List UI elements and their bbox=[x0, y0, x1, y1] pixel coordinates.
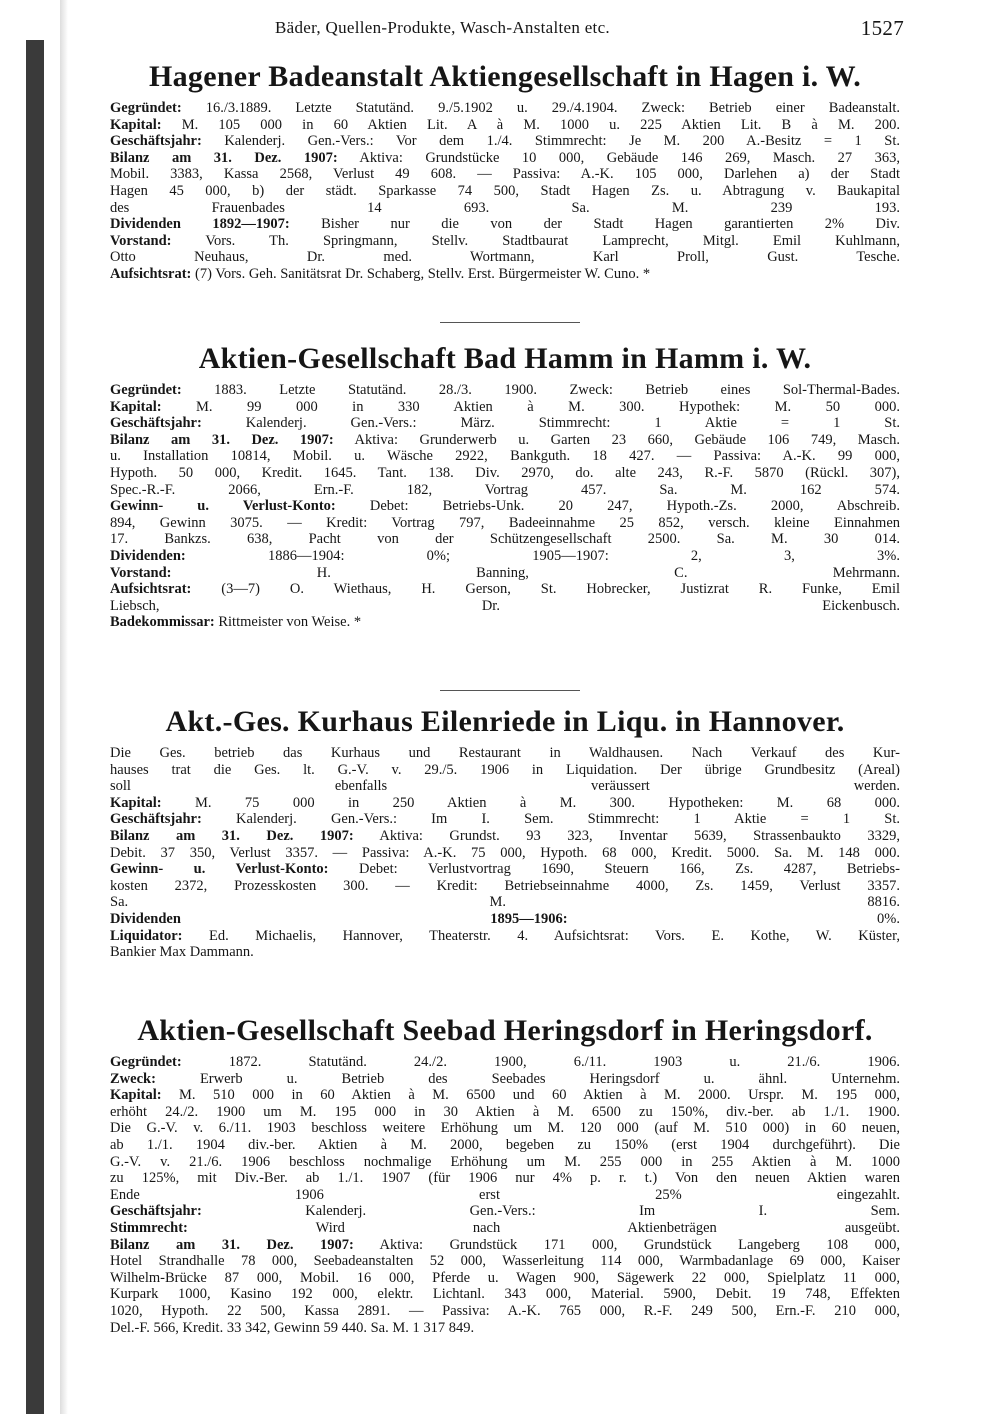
entry-label: Geschäftsjahr: bbox=[110, 133, 202, 150]
text-line: Vorstand: H. Banning, C. Mehrmann. bbox=[110, 564, 900, 581]
text-line: Kapital: M. 510 000 in 60 Aktien à M. 6500 und 60 Aktien à M. 2000. Urspr. M. 195 000, bbox=[110, 1087, 900, 1104]
entry-label: Aufsichtsrat: bbox=[110, 581, 192, 598]
entry-label: Bilanz am 31. Dez. 1907: bbox=[110, 149, 338, 166]
text-line: Zweck: Erwerb u. Betrieb des Seebades Heringsdorf u. ähnl. Unternehm. bbox=[110, 1070, 900, 1087]
text-line: Bankier Max Dammann. bbox=[110, 944, 254, 961]
text-line: Stimmrecht: Wird nach Aktienbeträgen ausgeübt. bbox=[110, 1219, 900, 1236]
gutter-shadow bbox=[26, 40, 44, 1414]
text-line: Hotel Strandhalle 78 000, Seebadeanstalten 52 000, Wasserleitung 114 000, Warmbadanlage 69 000, Kaiser bbox=[110, 1253, 900, 1270]
entry-label: Gegründet: bbox=[110, 1054, 182, 1070]
text-line: Dividenden 1892—1907: Bisher nur die von der Stadt Hagen garantierten 2% Div. bbox=[110, 216, 900, 233]
section-title: Aktien-Gesellschaft Bad Hamm in Hamm i. W. bbox=[198, 342, 812, 375]
entry-label: Bilanz am 31. Dez. 1907: bbox=[110, 827, 354, 844]
text-line: Gegründet: 1883. Letzte Statutänd. 28./3. 1900. Zweck: Betrieb eines Sol-Thermal-Bades. bbox=[110, 382, 900, 398]
text-line: Del.-F. 566, Kredit. 33 342, Gewinn 59 440. Sa. M. 1 317 849. bbox=[110, 1319, 475, 1336]
text-line: Mobil. 3383, Kassa 2568, Verlust 49 608. — Passiva: A.-K. 105 000, Darlehen a) der Stadt bbox=[110, 166, 900, 183]
text-line: Bilanz am 31. Dez. 1907: Aktiva: Grundst. 93 323, Inventar 5639, Strassenbaukto 3329, bbox=[110, 827, 900, 844]
section-kurhaus-eilenriede bbox=[110, 705, 900, 961]
text-line: Kapital: M. 99 000 in 330 Aktien à M. 300. Hypothek: M. 50 000. bbox=[110, 398, 900, 415]
text-line: Sa. M. 8816. bbox=[110, 894, 900, 911]
entry-label: Kapital: bbox=[110, 398, 162, 415]
text-line: Ende 1906 erst 25% eingezahlt. bbox=[110, 1186, 900, 1203]
text-line: Kurpark 1000, Kasino 192 000, elektr. Lichtanl. 343 000, Material. 5900, Debit. 19 748, Effekten bbox=[110, 1286, 900, 1303]
section-title: Hagener Badeanstalt Aktiengesellschaft in Hagen i. W. bbox=[148, 60, 862, 93]
text-line: Gegründet: 1872. Statutänd. 24./2. 1900, 6./11. 1903 u. 21./6. 1906. bbox=[110, 1054, 900, 1070]
section-hagener-badeanstalt bbox=[110, 60, 900, 283]
entry-label: Vorstand: bbox=[110, 564, 172, 581]
text-line: soll ebenfalls veräussert werden. bbox=[110, 778, 900, 795]
entry-label: Dividenden 1892—1907: bbox=[110, 216, 290, 233]
text-line: u. Installation 10814, Mobil. u. Wäsche 2922, Bankguth. 18 427. — Passiva: A.-K. 99 000, bbox=[110, 448, 900, 465]
text-line: erhöht 24./2. 1900 um M. 195 000 in 30 Aktien à M. 6500 zu 150%, div.-ber. ab 1./1. 1900. bbox=[110, 1103, 900, 1120]
text-line: Geschäftsjahr: Kalenderj. Gen.-Vers.: Vor dem 1./4. Stimmrecht: Je M. 200 A.-Besitz = 1 St. bbox=[110, 133, 900, 150]
entry-label: Bilanz am 31. Dez. 1907: bbox=[110, 1236, 354, 1253]
text-line: Liebsch, Dr. Eickenbusch. bbox=[110, 597, 900, 614]
section-seebad-heringsdorf bbox=[110, 1014, 900, 1336]
section-title: Akt.-Ges. Kurhaus Eilenriede in Liqu. in Hannover. bbox=[165, 705, 845, 738]
text-line: Otto Neuhaus, Dr. med. Wortmann, Karl Proll, Gust. Tesche. bbox=[110, 249, 900, 266]
text-line: Gewinn- u. Verlust-Konto: Debet: Betriebs-Unk. 20 247, Hypoth.-Zs. 2000, Abschreib. bbox=[110, 498, 900, 515]
text-line: Vorstand: Vors. Th. Springmann, Stellv. Stadtbaurat Lamprecht, Mitgl. Emil Kuhlmann, bbox=[110, 232, 900, 249]
text-line: Badekommissar: Rittmeister von Weise. * bbox=[110, 614, 362, 631]
text-line: G.-V. v. 21./6. 1906 beschloss nochmalige Erhöhung um M. 255 000 in 255 Aktien à M. 1000 bbox=[110, 1153, 900, 1170]
text-line: Hagen 45 000, b) der städt. Sparkasse 74 500, Stadt Hagen Zs. u. Abtragung v. Baukapital bbox=[110, 182, 900, 199]
entry-label: Stimmrecht: bbox=[110, 1219, 188, 1236]
entry-label: Gewinn- u. Verlust-Konto: bbox=[110, 498, 336, 515]
section-title: Aktien-Gesellschaft Seebad Heringsdorf in Heringsdorf. bbox=[137, 1014, 873, 1047]
entry-label: Aufsichtsrat: bbox=[110, 265, 192, 282]
section-divider bbox=[440, 690, 580, 691]
entry-label: Dividenden 1895—1906: bbox=[110, 910, 568, 927]
section-body bbox=[110, 745, 900, 961]
section-body bbox=[110, 100, 900, 283]
text-line: Bilanz am 31. Dez. 1907: Aktiva: Grunderwerb u. Garten 23 660, Gebäude 106 749, Masch. bbox=[110, 431, 900, 448]
entry-label: Liquidator: bbox=[110, 927, 183, 944]
entry-label: Badekommissar: bbox=[110, 614, 215, 631]
entry-label: Gegründet: bbox=[110, 382, 182, 398]
book-gutter bbox=[0, 0, 70, 1414]
text-line: Hypoth. 50 000, Kredit. 1645. Tant. 138. Div. 2970, do. alte 243, R.-F. 5870 (Rückl. 307), bbox=[110, 464, 900, 481]
entry-label: Kapital: bbox=[110, 794, 162, 811]
text-line: 1020, Hypoth. 22 500, Kassa 2891. — Passiva: A.-K. 765 000, R.-F. 249 500, Ern.-F. 210 000, bbox=[110, 1302, 900, 1319]
text-line: 894, Gewinn 3075. — Kredit: Vortrag 797, Badeeinnahme 25 852, versch. kleine Einnahmen bbox=[110, 514, 900, 531]
text-line: Liquidator: Ed. Michaelis, Hannover, Theaterstr. 4. Aufsichtsrat: Vors. E. Kothe, W. Küster, bbox=[110, 927, 900, 944]
entry-label: Dividenden: bbox=[110, 547, 186, 564]
text-line: kosten 2372, Prozesskosten 300. — Kredit: Betriebseinnahme 4000, Zs. 1459, Verlust 3357. bbox=[110, 877, 900, 894]
text-line: ab 1./1. 1904 div.-ber. Aktien à M. 2000, begeben zu 150% (erst 1904 durchgeführt). Die bbox=[110, 1136, 900, 1153]
text-line: Kapital: M. 105 000 in 60 Aktien Lit. A à M. 1000 u. 225 Aktien Lit. B à M. 200. bbox=[110, 116, 900, 133]
entry-label: Gewinn- u. Verlust-Konto: bbox=[110, 861, 329, 878]
entry-label: Vorstand: bbox=[110, 232, 172, 249]
text-line: Dividenden: 1886—1904: 0%; 1905—1907: 2, 3, 3%. bbox=[110, 547, 900, 564]
entry-label: Kapital: bbox=[110, 116, 162, 133]
text-line: Bilanz am 31. Dez. 1907: Aktiva: Grundstück 171 000, Grundstück Langeberg 108 000, bbox=[110, 1236, 900, 1253]
text-line: Die G.-V. v. 6./11. 1903 beschloss weitere Erhöhung um M. 120 000 (auf M. 510 000) in 60 neuen, bbox=[110, 1120, 900, 1137]
text-line: Bilanz am 31. Dez. 1907: Aktiva: Grundstücke 10 000, Gebäude 146 269, Masch. 27 363, bbox=[110, 149, 900, 166]
entry-label: Zweck: bbox=[110, 1070, 156, 1087]
text-line: Geschäftsjahr: Kalenderj. Gen.-Vers.: Im I. Sem. Stimmrecht: 1 Aktie = 1 St. bbox=[110, 811, 900, 828]
text-line: Die Ges. betrieb das Kurhaus und Restaurant in Waldhausen. Nach Verkauf des Kur- bbox=[110, 745, 900, 761]
text-line: Kapital: M. 75 000 in 250 Aktien à M. 300. Hypotheken: M. 68 000. bbox=[110, 794, 900, 811]
entry-label: Geschäftsjahr: bbox=[110, 1203, 202, 1220]
entry-label: Kapital: bbox=[110, 1087, 162, 1104]
text-line: Aufsichtsrat: (3—7) O. Wiethaus, H. Gerson, St. Hobrecker, Justizrat R. Funke, Emil bbox=[110, 581, 900, 598]
text-line: zu 125%, mit Div.-Ber. ab 1./1. 1907 (für 1906 nur 4% p. r. t.) Von den neuen Aktien waren bbox=[110, 1170, 900, 1187]
section-body bbox=[110, 382, 900, 631]
text-line: Spec.-R.-F. 2066, Ern.-F. 182, Vortrag 457. Sa. M. 162 574. bbox=[110, 481, 900, 498]
text-line: hauses trat die Ges. lt. G.-V. v. 29./5. 1906 in Liquidation. Der übrige Grundbesitz (Areal) bbox=[110, 761, 900, 778]
page-number: 1527 bbox=[860, 16, 904, 40]
text-line: des Frauenbades 14 693. Sa. M. 239 193. bbox=[110, 199, 900, 216]
text-line: Aufsichtsrat: (7) Vors. Geh. Sanitätsrat Dr. Schaberg, Stellv. Erst. Bürgermeister W. Cuno. * bbox=[110, 265, 651, 282]
entry-label: Geschäftsjahr: bbox=[110, 811, 202, 828]
text-line: Gewinn- u. Verlust-Konto: Debet: Verlustvortrag 1690, Steuern 166, Zs. 4287, Betriebs- bbox=[110, 861, 900, 878]
running-title: Bäder, Quellen-Produkte, Wasch-Anstalten etc. bbox=[275, 18, 610, 37]
text-line: Gegründet: 16./3.1889. Letzte Statutänd. 9./5.1902 u. 29./4.1904. Zweck: Betrieb einer Badeanstalt. bbox=[110, 100, 900, 116]
page bbox=[110, 0, 904, 1414]
text-line: Debit. 37 350, Verlust 3357. — Passiva: A.-K. 75 000, Hypoth. 68 000, Kredit. 5000. Sa. M. 148 000. bbox=[110, 844, 900, 861]
text-line: Wilhelm-Brücke 87 000, Mobil. 16 000, Pferde u. Wagen 900, Sägewerk 22 000, Spielplatz 11 000, bbox=[110, 1269, 900, 1286]
section-divider bbox=[440, 322, 580, 323]
section-bad-hamm bbox=[110, 342, 900, 631]
page-edge bbox=[60, 0, 68, 1414]
text-line: Geschäftsjahr: Kalenderj. Gen.-Vers.: Im I. Sem. bbox=[110, 1203, 900, 1220]
running-head bbox=[110, 16, 904, 44]
text-line: 17. Bankzs. 638, Pacht von der Schützengesellschaft 2500. Sa. M. 30 014. bbox=[110, 531, 900, 548]
entry-label: Geschäftsjahr: bbox=[110, 415, 202, 432]
text-line: Dividenden 1895—1906: 0%. bbox=[110, 910, 900, 927]
section-body bbox=[110, 1054, 900, 1336]
entry-label: Gegründet: bbox=[110, 100, 182, 116]
text-line: Geschäftsjahr: Kalenderj. Gen.-Vers.: März. Stimmrecht: 1 Aktie = 1 St. bbox=[110, 415, 900, 432]
entry-label: Bilanz am 31. Dez. 1907: bbox=[110, 431, 334, 448]
